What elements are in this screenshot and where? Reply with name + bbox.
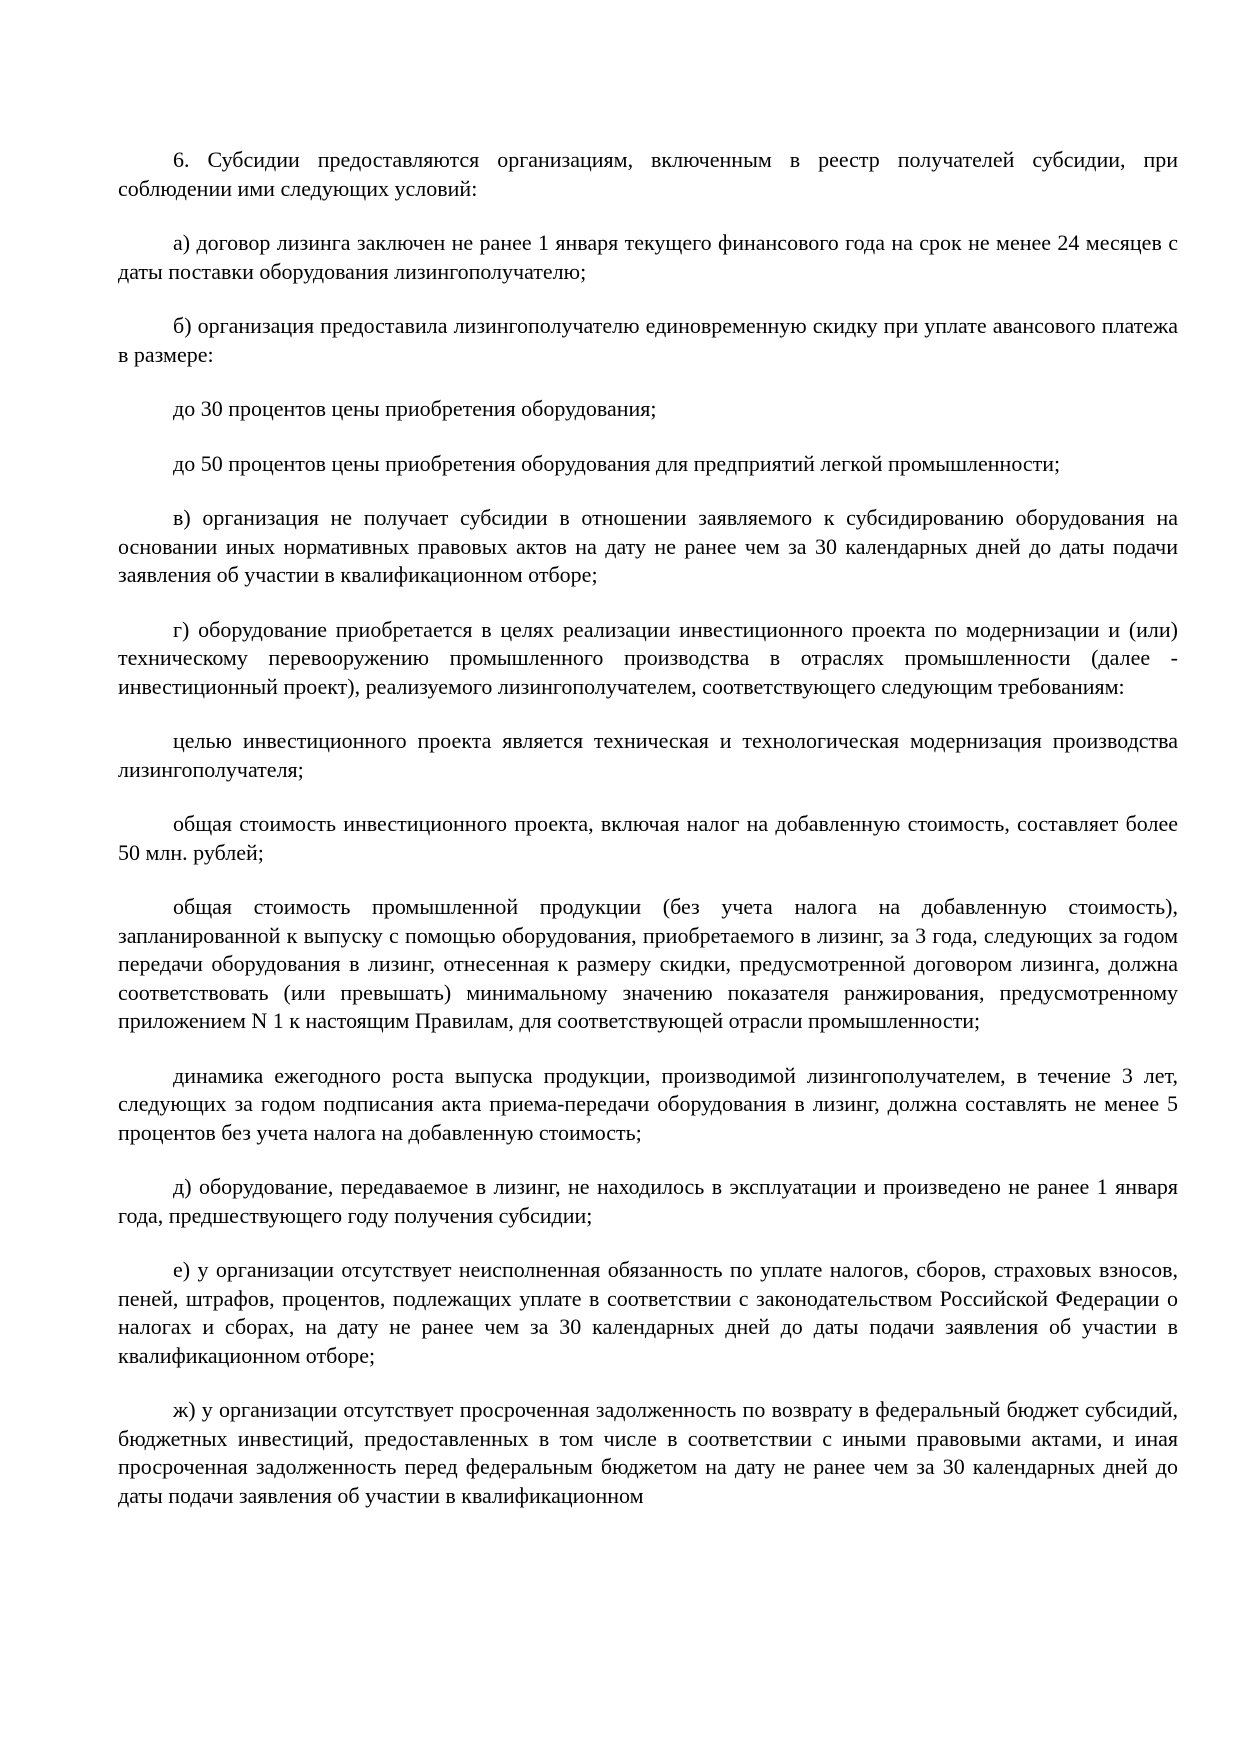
- paragraph-zh-no-budget-debt: ж) у организации отсутствует просроченная задолженность по возврату в федеральный бюджет субсидий, бюджетных инвестиций, предоставленных в том числе в соответствии с иными правовыми актами, и иная просроченная задолженность перед федеральным бюджетом на дату не ранее чем за 30 календарных дней до даты подачи заявления об участии в квалификационном: [118, 1397, 1178, 1508]
- paragraph-6-intro: 6. Субсидии предоставляются организациям, включенным в реестр получателей субсидии, при соблюдении ими следующих условий:: [118, 147, 1178, 201]
- paragraph-project-goal: целью инвестиционного проекта является техническая и технологическая модернизация производства лизингополучателя;: [118, 728, 1178, 782]
- paragraph-discount-50: до 50 процентов цены приобретения оборудования для предприятий легкой промышленности;: [173, 450, 1061, 476]
- document-page: [118, 146, 1178, 1510]
- paragraph-a-lease-term: а) договор лизинга заключен не ранее 1 января текущего финансового года на срок не менее 24 месяцев с даты поставки оборудования лизингополучателю;: [118, 230, 1178, 284]
- paragraph-g-investment-project: г) оборудование приобретается в целях реализации инвестиционного проекта по модернизации и (или) техническому перевооружению промышленного производства в отраслях промышленности (далее - инвестиционный проект), реализуемого лизингополучателем, соответствующего следующим требованиям:: [118, 616, 1178, 699]
- paragraph-product-cost: общая стоимость промышленной продукции (без учета налога на добавленную стоимость), запланированной к выпуску с помощью оборудования, приобретаемого в лизинг, за 3 года, следующих за годом передачи оборудования в лизинг, отнесенная к размеру скидки, предусмотренной договором лизинга, должна соответствовать (или превышать) минимальному значению показателя ранжирования, предусмотренному приложением N 1 к настоящим Правилам, для соответствующей отрасли промышленности;: [118, 894, 1178, 1033]
- paragraph-b-discount: б) организация предоставила лизингополучателю единовременную скидку при уплате авансового платежа в размере:: [118, 313, 1178, 367]
- paragraph-discount-30: до 30 процентов цены приобретения оборудования;: [173, 396, 657, 421]
- paragraph-e-no-tax-debt: е) у организации отсутствует неисполненная обязанность по уплате налогов, сборов, страховых взносов, пеней, штрафов, процентов, подлежащих уплате в соответствии с законодательством Российской Федерации о налогах и сборах, на дату не ранее чем за 30 календарных дней до даты подачи заявления об участии в квалификационном отборе;: [118, 1257, 1178, 1368]
- paragraph-project-cost: общая стоимость инвестиционного проекта, включая налог на добавленную стоимость, составляет более 50 млн. рублей;: [118, 811, 1178, 865]
- paragraph-v-no-other-subsidy: в) организация не получает субсидии в отношении заявляемого к субсидированию оборудования на основании иных нормативных правовых актов на дату не ранее чем за 30 календарных дней до даты подачи заявления об участии в квалификационном отборе;: [118, 505, 1178, 587]
- paragraph-growth-dynamics: динамика ежегодного роста выпуска продукции, производимой лизингополучателем, в течение 3 лет, следующих за годом подписания акта приема-передачи оборудования в лизинг, должна составлять не менее 5 процентов без учета налога на добавленную стоимость;: [118, 1062, 1178, 1145]
- paragraph-d-new-equipment: д) оборудование, передаваемое в лизинг, не находилось в эксплуатации и произведено не ранее 1 января года, предшествующего году получения субсидии;: [118, 1174, 1178, 1228]
